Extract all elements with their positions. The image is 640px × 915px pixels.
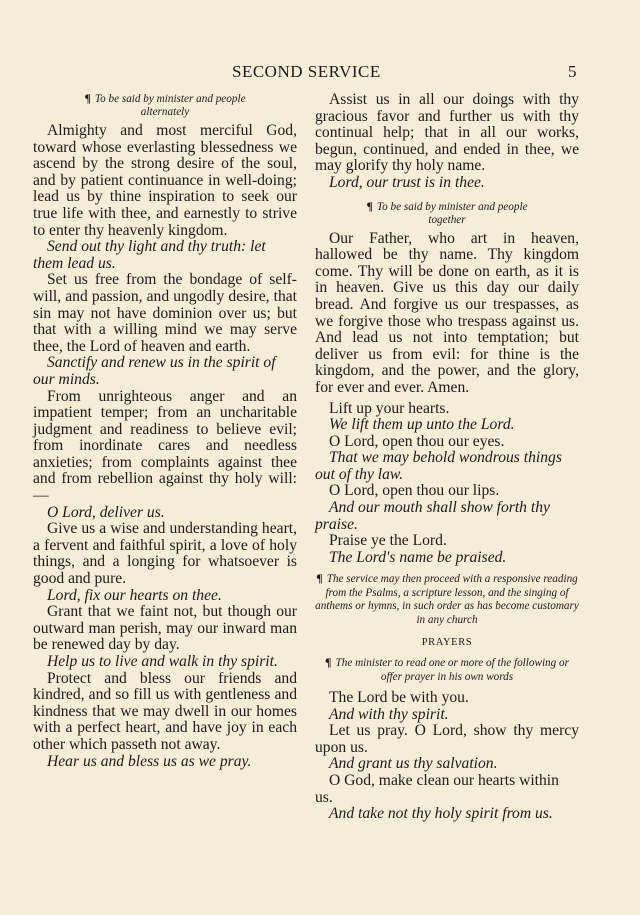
rubric-text: The minister to read one or more of the following or offer prayer in his own words xyxy=(335,657,569,683)
response-line: O Lord, deliver us. xyxy=(47,503,165,521)
prayer-paragraph: Assist us in all our doings with thy gracious favor and further us with thy continual help; that in all our works, begun, continued, and ended in thee, we may glorify thy holy name. xyxy=(315,91,579,175)
rubric-line: alternately xyxy=(140,106,190,118)
rubric-service xyxy=(315,572,579,627)
prayers-heading: PRAYERS xyxy=(421,637,473,649)
response-line: Help us to live and walk in thy spirit. xyxy=(47,653,278,670)
rubric-mark-icon: ¶ xyxy=(366,198,373,213)
right-column xyxy=(315,92,579,823)
rubric-mark-icon: ¶ xyxy=(84,91,91,105)
response-line: And our mouth shall show forth thy praise. xyxy=(315,499,550,533)
rubric-mark-icon: ¶ xyxy=(316,571,323,586)
versicle: Let us pray. O Lord, show thy mercy upon us. xyxy=(315,722,579,756)
prayer-paragraph: Set us free from the bondage of self-will, and passion, and ungodly desire, that sin may not have dominion over us; but that with a willing mind we may serve thee, the Lord of heaven and earth. xyxy=(33,271,297,355)
prayer-paragraph: From unrighteous anger and an impatient temper; from an uncharitable judgment and readiness to believe evil; from inordinate cares and needless anxieties; from complaints against thee and from rebellion against thy holy will: — xyxy=(33,387,297,505)
prayer-paragraph: Protect and bless our friends and kindred, and so fill us with gentleness and kindness that we may dwell in our homes with a perfect heart, and have joy in each other which passeth not away. xyxy=(33,669,297,753)
rubric-line: To be said by minister and people xyxy=(376,200,528,213)
response-line: Hear us and bless us as we pray. xyxy=(47,752,252,770)
rubric-prayers xyxy=(315,656,579,684)
rubric-alternately xyxy=(33,92,297,119)
versicle: Praise ye the Lord. xyxy=(329,532,447,550)
prayer-paragraph: Give us a wise and understanding heart, a fervent and faithful spirit, a love of holy things, and a longing for whatsoever is good and pure. xyxy=(33,520,297,588)
page-number: 5 xyxy=(568,62,577,81)
versicle: Lift up your hearts. xyxy=(329,399,450,417)
versicle: O God, make clean our hearts within us. xyxy=(315,772,559,806)
response-line: Lord, fix our hearts on thee. xyxy=(47,586,222,604)
rubric-line: To be said by minister and people xyxy=(94,93,246,105)
rubric-line: together xyxy=(428,213,466,226)
response-line: And with thy spirit. xyxy=(329,705,449,723)
versicle: The Lord be with you. xyxy=(329,689,469,707)
response-line: Sanctify and renew us in the spirit of our minds. xyxy=(33,354,276,388)
prayer-paragraph: Grant that we faint not, but though our outward man perish, may our inward man be renewed day by day. xyxy=(33,603,297,654)
response-line: Send out thy light and thy truth: let them lead us. xyxy=(33,238,266,272)
response-line: Lord, our trust is in thee. xyxy=(329,173,485,191)
rubric-together xyxy=(315,200,579,227)
response-line: That we may behold wondrous things out of thy law. xyxy=(315,449,562,483)
rubric-mark-icon: ¶ xyxy=(325,655,332,670)
response-line: The Lord's name be praised. xyxy=(329,548,507,566)
response-line: And take not thy holy spirit from us. xyxy=(329,805,553,823)
running-title: SECOND SERVICE xyxy=(232,62,381,81)
page-header xyxy=(0,62,640,84)
versicle: O Lord, open thou our lips. xyxy=(329,482,500,500)
lords-prayer: Our Father, who art in heaven, hallowed be thy name. Thy kingdom come. Thy will be done on earth, as it is in heaven. Give us this day our daily bread. And forgive us our trespasses, as we forgive those who trespass against us. And lead us not into temptation; but deliver us from evil: for thine is the kingdom, and the power, and the glory, for ever and ever. Amen. xyxy=(315,229,579,396)
response-line: We lift them up unto the Lord. xyxy=(329,416,515,434)
versicle: O Lord, open thou our eyes. xyxy=(329,432,505,450)
response-line: And grant us thy salvation. xyxy=(329,755,498,773)
closing-versicles xyxy=(315,690,579,823)
versicles xyxy=(315,401,579,567)
left-column xyxy=(33,92,297,770)
rubric-text: The service may then proceed with a responsive reading from the Psalms, a scripture lesson, and the singing of anthems or hymns, in such order as has become customary in any church xyxy=(315,573,579,626)
prayer-paragraph: Almighty and most merciful God, toward whose everlasting blessedness we ascend by the strong desire of the soul, and by patient continuance in well-doing; lead us by thine inspiration to seek our true life with thee, and earnestly to strive to enter thy heavenly kingdom. xyxy=(33,122,297,239)
